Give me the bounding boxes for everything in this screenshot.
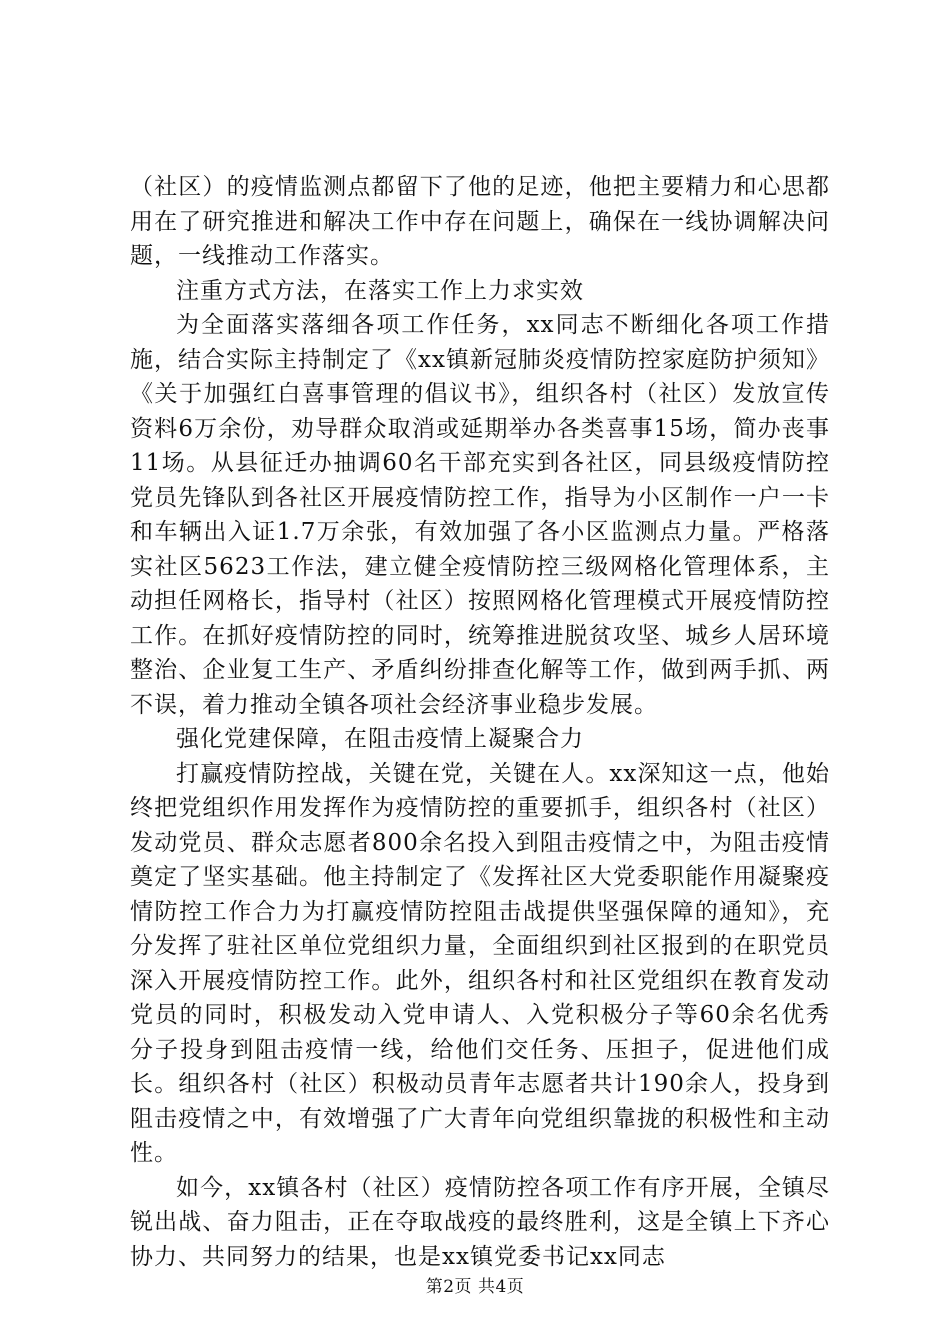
section-heading-party-building: 强化党建保障，在阻击疫情上凝聚合力 — [176, 726, 584, 752]
paragraph-methods: 为全面落实落细各项工作任务，xx同志不断细化各项工作措施，结合实际主持制定了《xx镇新冠肺炎疫情防控家庭防护须知》《关于加强红白喜事管理的倡议书》，组织各村（社区）发放宣传资料6万余份，劝导群众取消或延期举办各类喜事15场，简办丧事11场。从县征迁办抽调60名干部充实到各社区，同县级疫情防控党员先锋队到各社区开展疫情防控工作，指导为小区制作一户一卡和车辆出入证1.7万余张，有效加强了各小区监测点力量。严格落实社区5623工作法，建立健全疫情防控三级网格化管理体系，主动担任网格长，指导村（社区）按照网格化管理模式开展疫情防控工作。在抓好疫情防控的同时，统筹推进脱贫攻坚、城乡人居环境整治、企业复工生产、矛盾纠纷排查化解等工作，做到两手抓、两不误，着力推动全镇各项社会经济事业稳步发展。 — [130, 312, 830, 718]
paragraph-conclusion: 如今，xx镇各村（社区）疫情防控各项工作有序开展，全镇尽锐出战、奋力阻击，正在夺取战疫的最终胜利，这是全镇上下齐心协力、共同努力的结果，也是xx镇党委书记xx同志 — [130, 1174, 830, 1270]
paragraph-party-building: 打赢疫情防控战，关键在党，关键在人。xx深知这一点，他始终把党组织作用发挥作为疫情防控的重要抓手，组织各村（社区）发动党员、群众志愿者800余名投入到阻击疫情之中，为阻击疫情奠定了坚实基础。他主持制定了《发挥社区大党委职能作用凝聚疫情防控工作合力为打赢疫情防控阻击战提供坚强保障的通知》，充分发挥了驻社区单位党组织力量，全面组织到社区报到的在职党员深入开展疫情防控工作。此外，组织各村和社区党组织在教育发动党员的同时，积极发动入党申请人、入党积极分子等60余名优秀分子投身到阻击疫情一线，给他们交任务、压担子，促进他们成长。组织各村（社区）积极动员青年志愿者共计190余人，投身到阻击疫情之中，有效增强了广大青年向党组织靠拢的积极性和主动性。 — [130, 760, 830, 1166]
document-body — [130, 170, 830, 1274]
section-heading-methods: 注重方式方法，在落实工作上力求实效 — [176, 277, 584, 304]
paragraph-continuation: （社区）的疫情监测点都留下了他的足迹，他把主要精力和心思都用在了研究推进和解决工作中存在问题上，确保在一线协调解决问题，一线推动工作落实。 — [130, 174, 830, 269]
page-number-footer: 第2页 共4页 — [425, 1277, 525, 1297]
